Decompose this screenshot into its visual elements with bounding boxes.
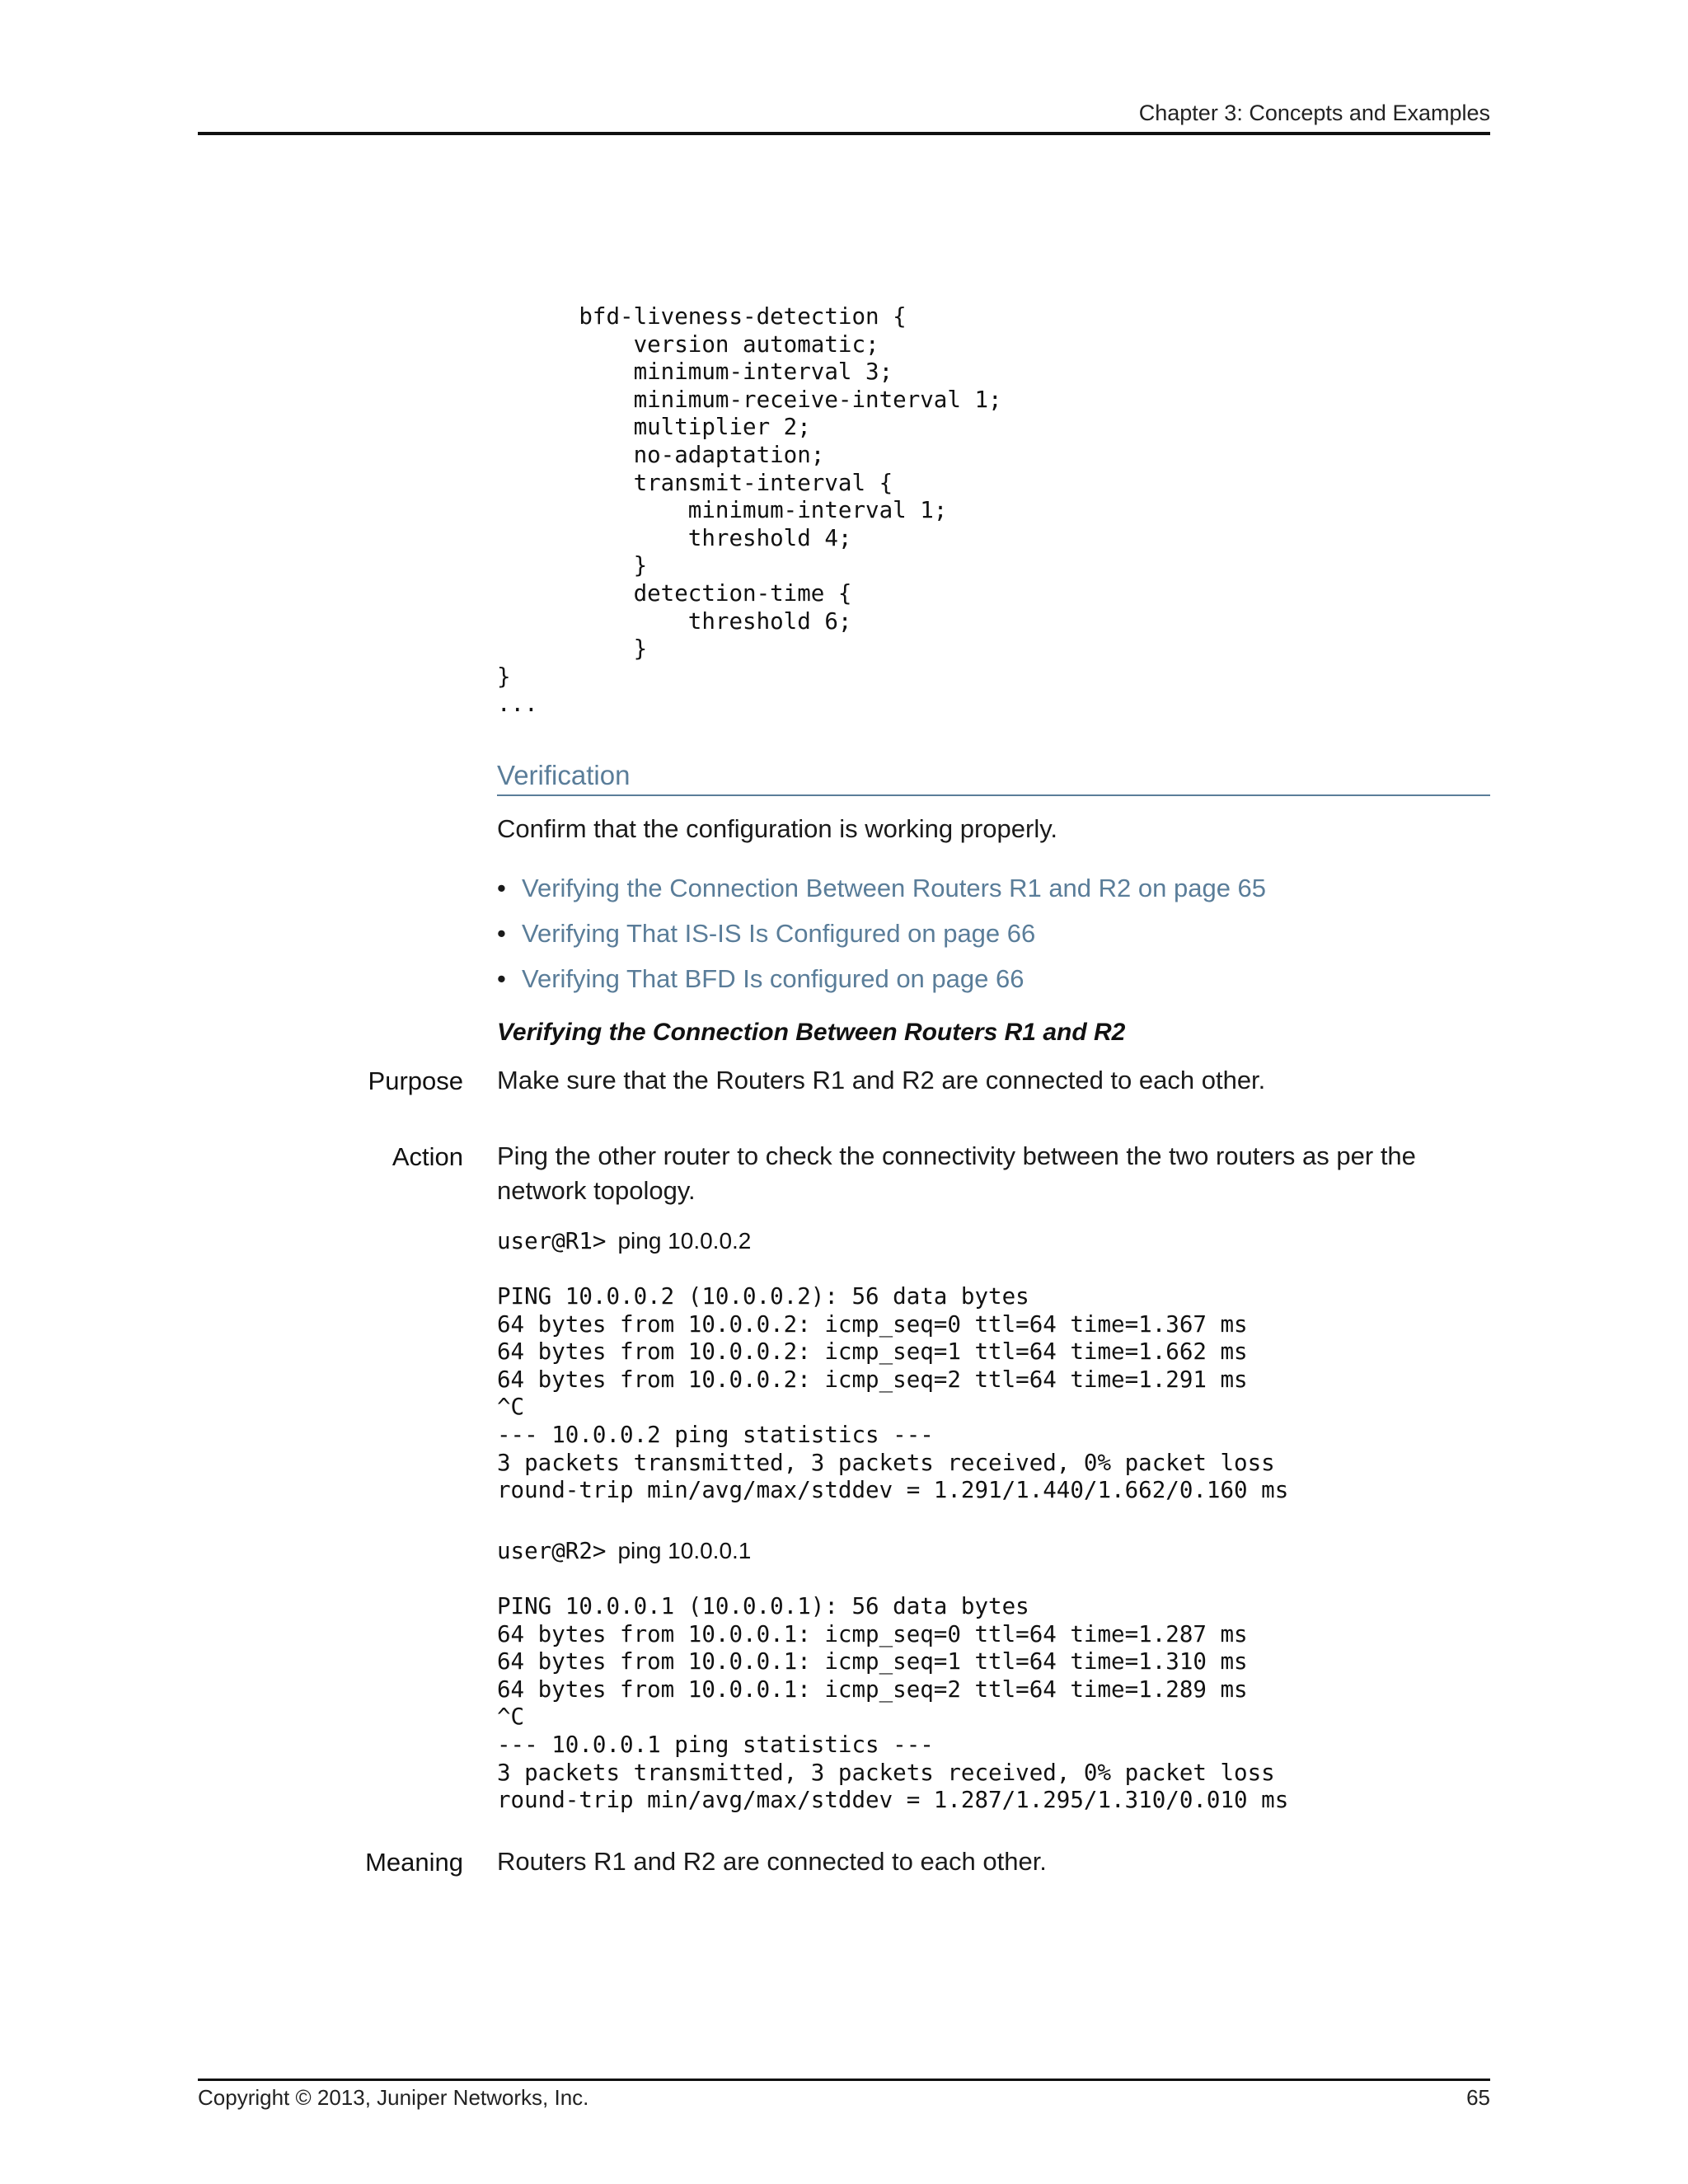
purpose-text: Make sure that the Routers R1 and R2 are connected to each other. <box>497 1066 1266 1094</box>
bullet-icon: • <box>497 964 506 993</box>
procedure-subheading: Verifying the Connection Between Routers R1 and R2 <box>497 1019 1126 1046</box>
header-rule <box>198 132 1490 135</box>
meaning-label: Meaning <box>365 1848 463 1877</box>
page-number: 65 <box>1466 2085 1490 2110</box>
config-code-block: bfd-liveness-detection { version automatic; minimum-interval 3; minimum-receive-interval 1; multiplier 2; no-adaptation; transmit-interval { minimum-interval 1; threshold 4; } detection-time { threshold 6; } } ... <box>497 303 1002 718</box>
meaning-text: Routers R1 and R2 are connected to each other. <box>497 1847 1047 1876</box>
link-verify-isis[interactable] <box>497 919 1266 964</box>
section-heading-verification: Verification <box>497 760 1490 796</box>
verification-link-list <box>497 874 1266 1010</box>
r1-command: ping 10.0.0.2 <box>617 1228 752 1254</box>
link-label[interactable]: Verifying the Connection Between Routers R1 and R2 on page 65 <box>522 874 1267 902</box>
bullet-icon: • <box>497 919 506 948</box>
footer-rule <box>198 2079 1490 2081</box>
verification-intro: Confirm that the configuration is working properly. <box>497 814 1058 843</box>
bullet-icon: • <box>497 874 506 902</box>
link-label[interactable]: Verifying That BFD Is configured on page 66 <box>522 964 1025 993</box>
footer-copyright: Copyright © 2013, Juniper Networks, Inc. <box>198 2085 589 2110</box>
running-header: Chapter 3: Concepts and Examples <box>1138 101 1490 125</box>
r1-prompt: user@R1> <box>497 1228 607 1254</box>
r2-prompt: user@R2> <box>497 1538 607 1564</box>
r2-command: ping 10.0.0.1 <box>617 1538 752 1563</box>
link-verify-bfd[interactable] <box>497 964 1266 1010</box>
action-text: Ping the other router to check the connectivity between the two routers as per the network topology. <box>497 1141 1416 1205</box>
action-label: Action <box>392 1142 463 1171</box>
r2-ping-output: PING 10.0.0.1 (10.0.0.1): 56 data bytes 64 bytes from 10.0.0.1: icmp_seq=0 ttl=64 time=1.287 ms 64 bytes from 10.0.0.1: icmp_seq=1 ttl=64 time=1.310 ms 64 bytes from 10.0.0.1: icmp_seq=2 ttl=64 time=1.289 ms ^C --- 10.0.0.1 ping statistics --- 3 packets transmitted, 3 packets received, 0% packet loss round-trip min/avg/max/stddev = 1.287/1.295/1.310/0.010 ms <box>497 1593 1289 1814</box>
r1-command-line <box>497 1228 751 1254</box>
r1-ping-output: PING 10.0.0.2 (10.0.0.2): 56 data bytes 64 bytes from 10.0.0.2: icmp_seq=0 ttl=64 time=1.367 ms 64 bytes from 10.0.0.2: icmp_seq=1 ttl=64 time=1.662 ms 64 bytes from 10.0.0.2: icmp_seq=2 ttl=64 time=1.291 ms ^C --- 10.0.0.2 ping statistics --- 3 packets transmitted, 3 packets received, 0% packet loss round-trip min/avg/max/stddev = 1.291/1.440/1.662/0.160 ms <box>497 1283 1289 1504</box>
link-label[interactable]: Verifying That IS-IS Is Configured on page 66 <box>522 919 1036 948</box>
purpose-label: Purpose <box>368 1066 463 1095</box>
r2-command-line <box>497 1538 751 1564</box>
link-verify-connection[interactable] <box>497 874 1266 919</box>
